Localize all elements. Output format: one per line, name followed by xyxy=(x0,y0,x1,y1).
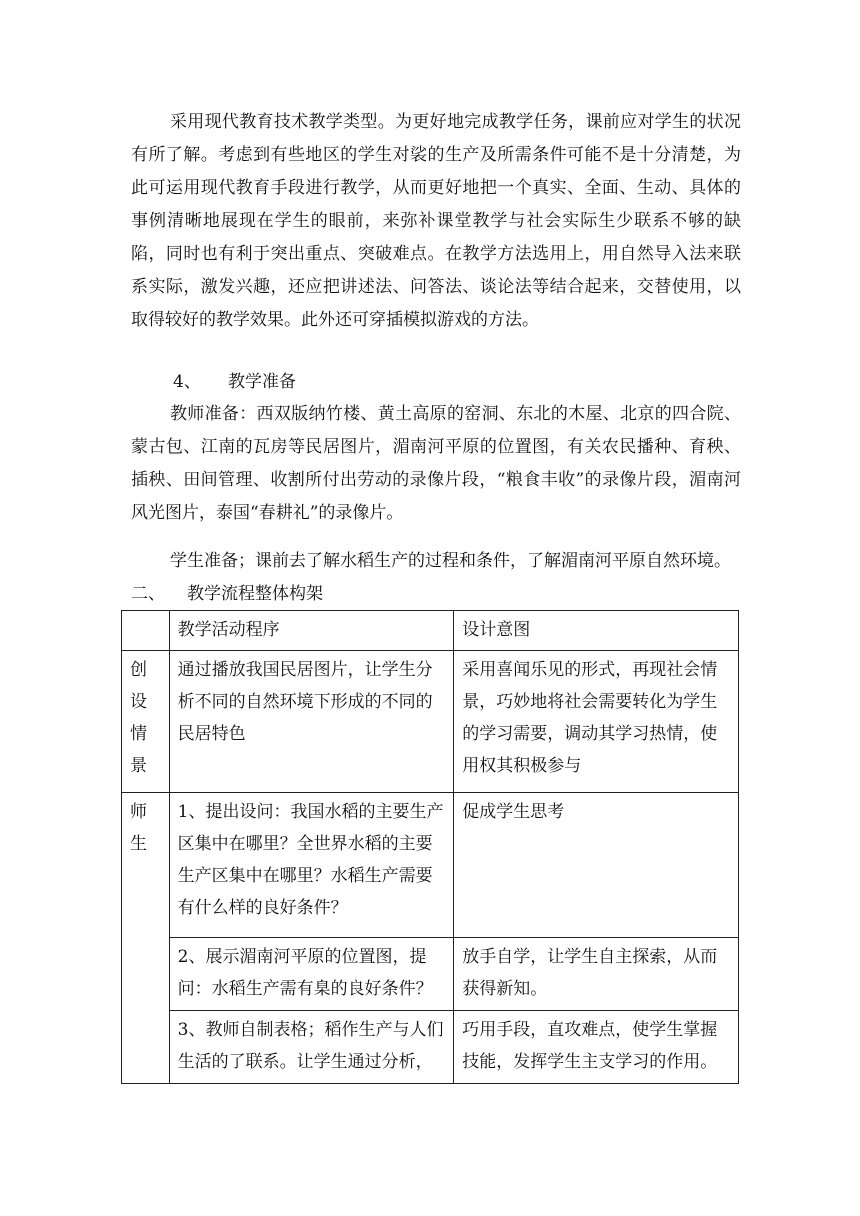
table-row xyxy=(122,793,739,938)
activity-cell: 通过播放我国民居图片，让学生分析不同的自然环境下形成的不同的民居特色 xyxy=(169,651,454,793)
paragraph-student-preparation: 学生准备；课前去了解水稻生产的过程和条件，了解湄南河平原自然环境。 xyxy=(170,551,731,571)
stage-cell: 创设情景 xyxy=(122,651,170,793)
stage-cell-teacher-student: 师生 xyxy=(122,793,170,1084)
table-row xyxy=(122,938,739,1011)
table-header-row xyxy=(122,611,739,651)
table-row xyxy=(122,1011,739,1084)
header-cell-activity: 教学活动程序 xyxy=(169,611,454,651)
table-row xyxy=(122,651,739,793)
header-cell-stage xyxy=(122,611,170,651)
intent-cell: 促成学生思考 xyxy=(454,793,739,938)
section-2-number: 二、 xyxy=(131,584,165,604)
activity-cell: 2、展示湄南河平原的位置图，提问：水稻生产需有臬的良好条件？ xyxy=(169,938,454,1011)
intent-cell: 采用喜闻乐见的形式，再现社会情景，巧妙地将社会需要转化为学生的学习需要，调动其学习热情，使用权其积极参与 xyxy=(454,651,739,793)
intent-cell: 巧用手段，直攻难点，使学生掌握技能，发挥学生主支学习的作用。 xyxy=(454,1011,739,1084)
paragraph-teacher-preparation: 教师准备：西双版纳竹楼、黄土高原的窑洞、东北的木屋、北京的四合院、蒙古包、江南的瓦房等民居图片，湄南河平原的位置图，有关农民播种、育秧、插秧、田间管理、收割所付出劳动的录像片段，“粮食丰收”的录像片段，湄南河风光图片，泰国“春耕礼”的录像片。 xyxy=(131,404,741,523)
activity-cell: 1、提出设问：我国水稻的主要生产区集中在哪里？全世界水稻的主要生产区集中在哪里？水稻生产需要有什么样的良好条件？ xyxy=(169,793,454,938)
intent-cell: 放手自学，让学生自主探索，从而获得新知。 xyxy=(454,938,739,1011)
activity-cell: 3、教师自制表格；稻作生产与人们生活的了联系。让学生通过分析， xyxy=(169,1011,454,1084)
paragraph-teaching-type: 采用现代教育技术教学类型。为更好地完成教学任务，课前应对学生的状况有所了解。考虑到有些地区的学生对裟的生产及所需条件可能不是十分清楚，为此可运用现代教育手段进行教学，从而更好地把一个真实、全面、生动、具体的事例清晰地展现在学生的眼前，来弥补课堂教学与社会实际生少联系不够的缺陷，同时也有利于突出重点、突破难点。在教学方法选用上，用自然导入法来联系实际，激发兴趣，还应把讲述法、问答法、谈论法等结合起来，交替使用，以取得较好的教学效果。此外还可穿插模拟游戏的方法。 xyxy=(131,112,741,330)
section-2-title: 教学流程整体构架 xyxy=(187,584,323,604)
section-4-title: 教学准备 xyxy=(228,372,296,392)
teaching-flow-table xyxy=(121,610,739,1084)
section-4-number: 4、 xyxy=(173,372,201,392)
header-cell-intent: 设计意图 xyxy=(454,611,739,651)
